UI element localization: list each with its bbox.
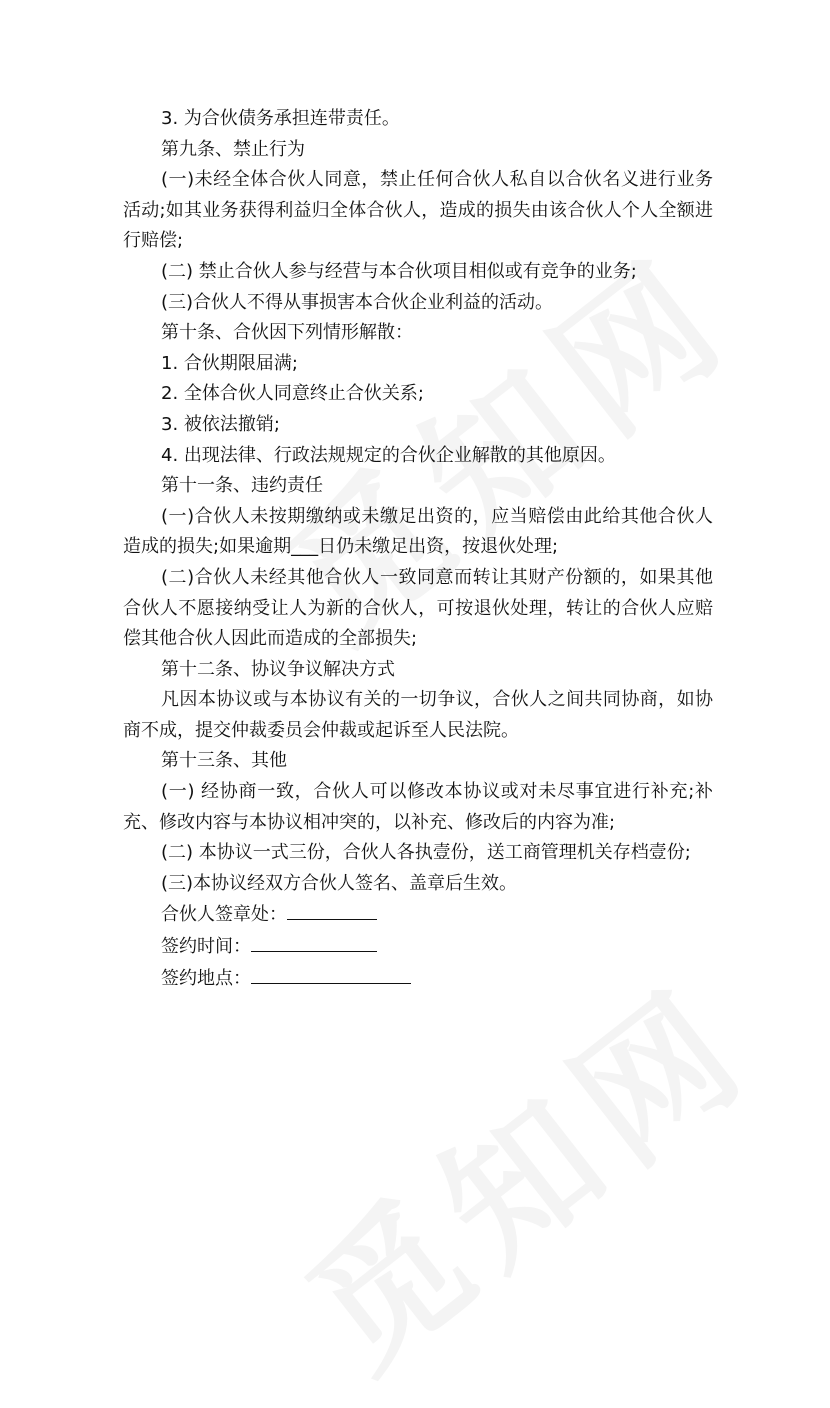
sign-time-label: 签约时间： — [161, 936, 251, 958]
article-11-item-1: (一)合伙人未按期缴纳或未缴足出资的，应当赔偿由此给其他合伙人造成的损失;如果逾期___日仍未缴足出资，按退伙处理; — [123, 505, 713, 558]
article-13-item-1: (一) 经协商一致，合伙人可以修改本协议或对未尽事宜进行补充;补充、修改内容与本协议相冲突的，以补充、修改后的内容为准; — [123, 781, 713, 833]
signer-label: 合伙人签章处： — [161, 904, 287, 926]
article-13-heading: 第十三条、其他 — [161, 750, 287, 772]
article-10-item-2: 2. 全体合伙人同意终止合伙关系; — [161, 383, 424, 405]
article-13-item-2: (二) 本协议一式三份，合伙人各执壹份，送工商管理机关存档壹份; — [161, 842, 691, 864]
signature-line — [123, 899, 713, 931]
sign-time-blank — [251, 931, 377, 952]
sign-time-line — [123, 931, 713, 963]
document-body — [123, 104, 713, 994]
sign-place-blank — [251, 963, 411, 984]
article-12-heading: 第十二条、协议争议解决方式 — [161, 658, 395, 680]
article-9-item-2: (二) 禁止合伙人参与经营与本合伙项目相似或有竞争的业务; — [161, 260, 637, 282]
article-9-item-1: (一)未经全体合伙人同意，禁止任何合伙人私自以合伙名义进行业务活动;如其业务获得利益归全体合伙人，造成的损失由该合伙人个人全额进行赔偿; — [123, 169, 713, 252]
article-10-item-1: 1. 合伙期限届满; — [161, 352, 298, 374]
watermark-bottom — [257, 928, 787, 1408]
article-11-item-2: (二)合伙人未经其他合伙人一致同意而转让其财产份额的，如果其他合伙人不愿接纳受让人为新的合伙人，可按退伙处理，转让的合伙人应赔偿其他合伙人因此而造成的全部损失; — [123, 566, 713, 650]
article-11-heading: 第十一条、违约责任 — [161, 475, 323, 497]
sign-place-line — [123, 963, 713, 995]
article-12-body: 凡因本协议或与本协议有关的一切争议，合伙人之间共同协商，如协商不成，提交仲裁委员会仲裁或起诉至人民法院。 — [123, 689, 713, 741]
clause-item-liability: 3. 为合伙债务承担连带责任。 — [161, 108, 400, 129]
article-10-item-3: 3. 被依法撤销; — [161, 413, 280, 435]
article-10-heading: 第十条、合伙因下列情形解散： — [161, 322, 413, 344]
article-9-heading: 第九条、禁止行为 — [161, 138, 305, 160]
signer-blank — [287, 899, 377, 920]
article-10-item-4: 4. 出现法律、行政法规规定的合伙企业解散的其他原因。 — [161, 444, 616, 466]
article-13-item-3: (三)本协议经双方合伙人签名、盖章后生效。 — [161, 872, 518, 894]
article-9-item-3: (三)合伙人不得从事损害本合伙企业利益的活动。 — [161, 291, 554, 313]
sign-place-label: 签约地点： — [161, 967, 251, 989]
